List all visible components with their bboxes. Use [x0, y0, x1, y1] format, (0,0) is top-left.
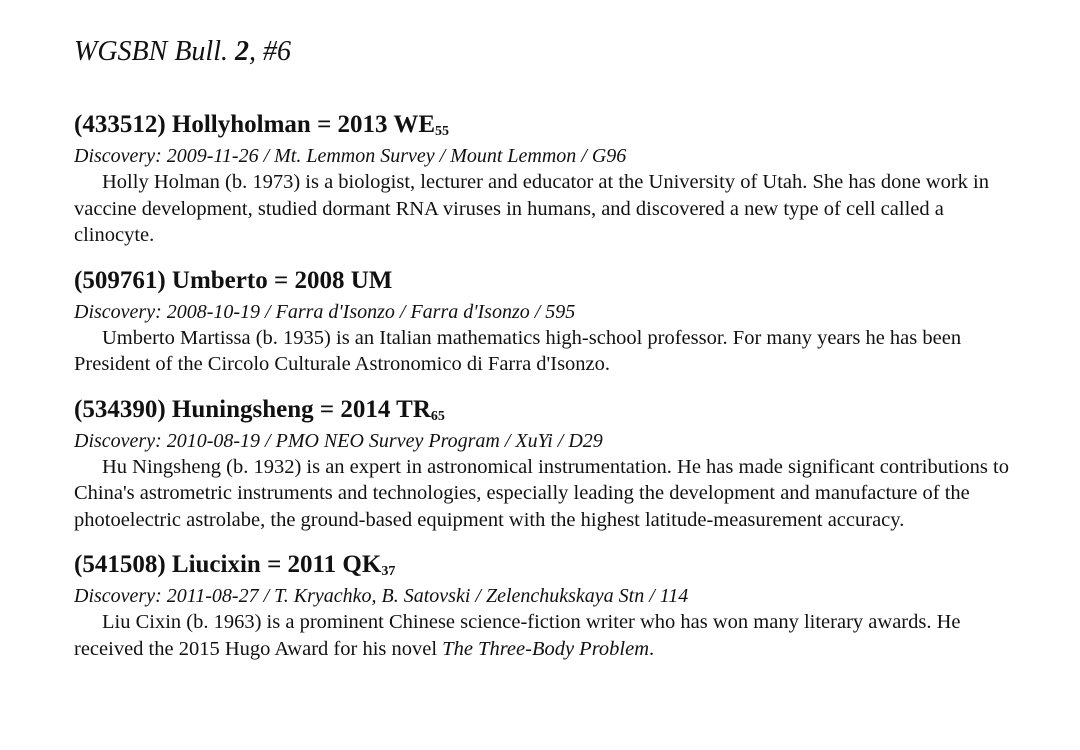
entry-citation: Umberto Martissa (b. 1935) is an Italian mathematics high-school professor. For many years he has been President of the Circolo Culturale Astronomico di Farra d'Isonzo. [74, 326, 962, 375]
entry-discovery: Discovery: 2009-11-26 / Mt. Lemmon Survey / Mount Lemmon / G96 [74, 145, 627, 167]
entry-designation: (534390) Huningsheng = 2014 TR [74, 395, 431, 423]
entry-designation-subscript: 55 [435, 124, 450, 139]
entry-discovery: Discovery: 2008-10-19 / Farra d'Isonzo / Farra d'Isonzo / 595 [74, 300, 576, 323]
entry-title [74, 396, 1014, 428]
entry-discovery: Discovery: 2011-08-27 / T. Kryachko, B. Satovski / Zelenchukskaya Stn / 114 [74, 585, 689, 607]
entry-title [74, 267, 1014, 299]
header-suffix: , #6 [249, 36, 291, 67]
entry-designation: (433512) Hollyholman = 2013 WE [74, 111, 436, 138]
book-title: The Three-Body Problem [442, 637, 650, 660]
entry-citation: Hu Ningsheng (b. 1932) is an expert in astronomical instrumentation. He has made significant contributions to China's astrometric instruments and technologies, especially leading the development and manufacture of the photoelectric astrolabe, the ground-based equipment with the highest latitude-measurement accuracy. [74, 455, 1009, 531]
entry-title [74, 111, 1014, 143]
bulletin-page [74, 36, 1014, 680]
citation-text-end: . [649, 637, 655, 660]
citation-entry [74, 111, 1014, 249]
entry-designation: (541508) Liucixin = 2011 QK [74, 551, 382, 578]
entry-citation [74, 609, 1014, 662]
entry-citation: Holly Holman (b. 1973) is a biologist, lecturer and educator at the University of Utah. She has done work in vaccine development, studied dormant RNA viruses in humans, and discovered a new type of cell called a clinocyte. [74, 171, 989, 246]
entry-title [74, 551, 1014, 583]
citation-entry [74, 267, 1014, 378]
entry-designation-subscript: 37 [381, 564, 396, 579]
entry-designation-subscript: 65 [430, 408, 445, 424]
citation-entry [74, 396, 1014, 534]
entry-designation: (509761) Umberto = 2008 UM [74, 266, 393, 294]
header-volume: 2 [235, 36, 249, 67]
citation-entry [74, 551, 1014, 662]
header-prefix: WGSBN Bull. [74, 36, 235, 67]
entry-discovery: Discovery: 2010-08-19 / PMO NEO Survey Program / XuYi / D29 [74, 429, 603, 452]
citation-text: Liu Cixin (b. 1963) is a prominent Chinese science-fiction writer who has won many literary awards. He received the 2015 Hugo Award for his novel [74, 611, 961, 660]
bulletin-header [74, 36, 1014, 68]
